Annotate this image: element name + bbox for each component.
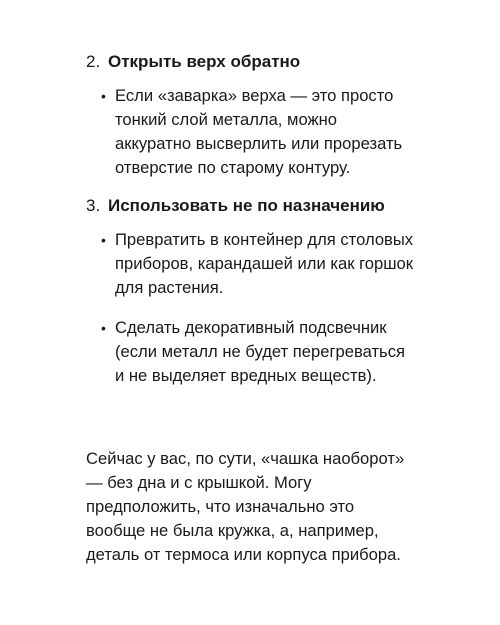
section-open-top [86, 50, 416, 180]
list-item [86, 316, 415, 388]
section-title: Использовать не по назначению [108, 196, 385, 215]
list-item [86, 228, 415, 300]
bullet-dot: • [101, 88, 106, 104]
section-repurpose [86, 194, 416, 388]
section-heading [86, 194, 416, 218]
list-item-text: Сделать декоративный подсвечник (если металл не будет перегреваться и не выделяет вредных веществ). [115, 318, 405, 385]
section-title: Открыть верх обратно [108, 52, 301, 71]
closing-paragraph: Сейчас у вас, по сути, «чашка наоборот» — без дна и с крышкой. Могу предположить, что изначально это вообще не была кружка, а, например, деталь от термоса или корпуса прибора. [86, 449, 405, 564]
bullet-list [86, 84, 416, 180]
bullet-dot: • [101, 320, 106, 336]
document-body [86, 50, 416, 402]
section-number: 3. [86, 196, 101, 215]
section-heading [86, 50, 416, 74]
list-item-text: Превратить в контейнер для столовых приборов, карандашей или как горшок для растения. [115, 230, 414, 297]
section-number: 2. [86, 52, 101, 71]
list-item [86, 84, 415, 180]
bullet-dot: • [101, 232, 106, 248]
bullet-list [86, 228, 416, 388]
list-item-text: Если «заварка» верха — это просто тонкий слой металла, можно аккуратно высверлить или прорезать отверстие по старому контуру. [115, 86, 403, 177]
